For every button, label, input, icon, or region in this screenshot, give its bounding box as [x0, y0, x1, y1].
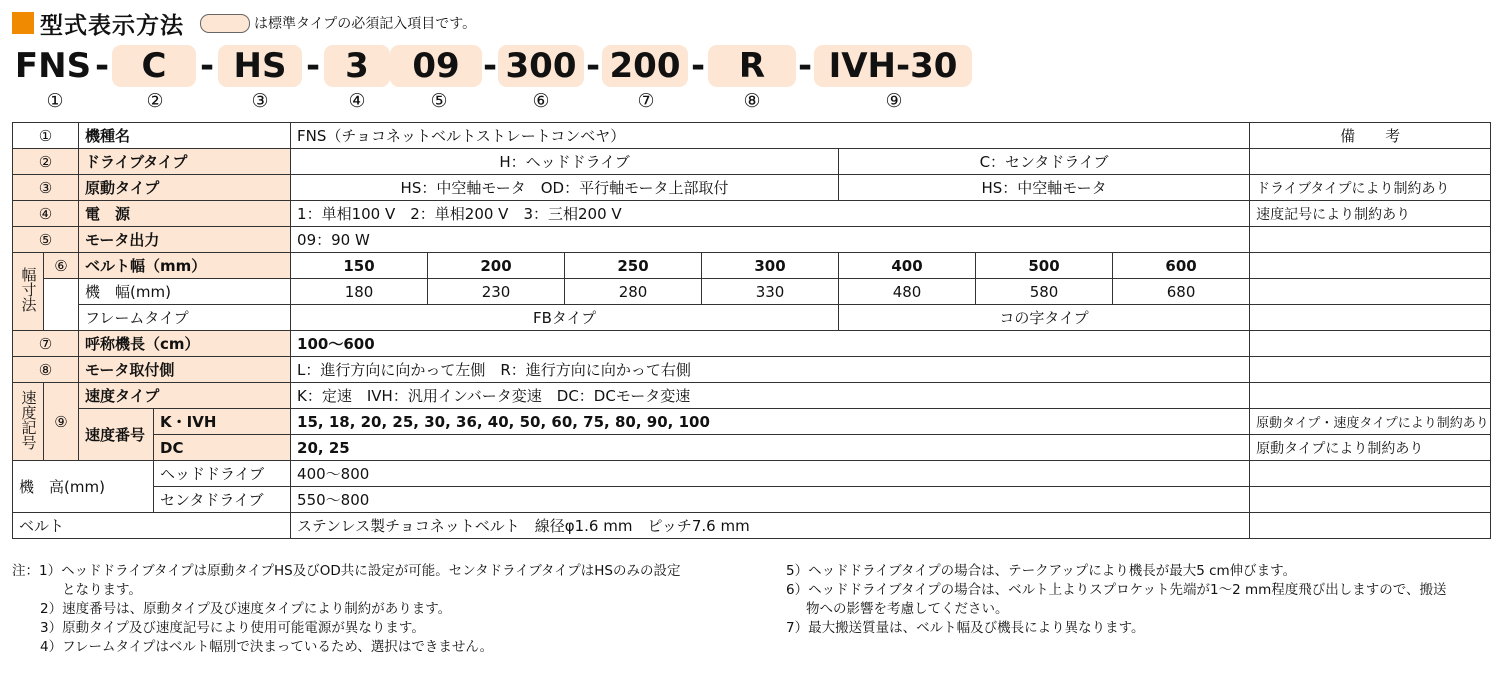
- machine-width-cell: 330: [702, 279, 839, 305]
- marker-spacer: [44, 279, 79, 331]
- speed-kivh-label: K・IVH: [154, 409, 291, 435]
- row-height-center: [13, 487, 1491, 513]
- speed-group-label: [13, 383, 44, 461]
- code-series: FNS: [14, 46, 92, 86]
- speed-kivh-value: 15, 18, 20, 25, 30, 36, 40, 50, 60, 75, 80, 90, 100: [291, 409, 1250, 435]
- remarks-header: 備 考: [1250, 123, 1491, 149]
- row-machine-width: [13, 279, 1491, 305]
- row-marker: ⑥: [44, 253, 79, 279]
- belt-label: ベルト: [13, 513, 291, 539]
- motor-head: HS：中空軸モータ OD：平行軸モータ上部取付: [291, 175, 839, 201]
- machine-label: 機種名: [79, 123, 291, 149]
- note-line: となります。: [62, 582, 142, 598]
- speed-dc-note: 原動タイプにより制約あり: [1250, 435, 1491, 461]
- power-label: 電 源: [79, 201, 291, 227]
- note-line: 3）原動タイプ及び速度記号により使用可能電源が異なります。: [40, 620, 425, 636]
- frame-channel: コの字タイプ: [839, 305, 1250, 331]
- height-center-note: [1250, 487, 1491, 513]
- output-label: モータ出力: [79, 227, 291, 253]
- height-center-value: 550～800: [291, 487, 1250, 513]
- machine-width-cell: 180: [291, 279, 428, 305]
- code-mount: R: [708, 45, 796, 87]
- code-separator: -: [482, 46, 498, 86]
- note-line: 4）フレームタイプはベルト幅別で決まっているため、選択はできません。: [40, 639, 494, 655]
- row-height-head: [13, 461, 1491, 487]
- height-center-label: センタドライブ: [154, 487, 291, 513]
- speed-number-label: 速度番号: [79, 409, 154, 461]
- title-row: [12, 8, 476, 38]
- belt-width-label: ベルト幅（mm）: [79, 253, 291, 279]
- code-separator: -: [199, 46, 215, 86]
- note-line: 6）ヘッドドライブタイプの場合は、ベルト上よりスプロケット先端が1～2 mm程度飛び出しますので、搬送: [786, 582, 1447, 598]
- belt-width-cell: 500: [976, 253, 1113, 279]
- row-marker: ⑤: [13, 227, 79, 253]
- drive-center: C：センタドライブ: [839, 149, 1250, 175]
- note-line: 物への影響を考慮してください。: [806, 601, 1009, 617]
- code-speed: IVH-30: [814, 45, 972, 87]
- motor-note: ドライブタイプにより制約あり: [1250, 175, 1491, 201]
- height-head-value: 400～800: [291, 461, 1250, 487]
- row-belt: [13, 513, 1491, 539]
- belt-width-cell: 300: [702, 253, 839, 279]
- row-speed-type: [13, 383, 1491, 409]
- marker-3: ③: [251, 90, 269, 112]
- length-note: [1250, 331, 1491, 357]
- mount-value: L：進行方向に向かって左側 R：進行方向に向かって右側: [291, 357, 1250, 383]
- row-drive: [13, 149, 1491, 175]
- code-power: 3: [324, 45, 390, 87]
- frame-note: [1250, 305, 1491, 331]
- row-mount: [13, 357, 1491, 383]
- row-machine: [13, 123, 1491, 149]
- code-separator: -: [797, 46, 813, 86]
- mount-label: モータ取付側: [79, 357, 291, 383]
- marker-8: ⑧: [743, 90, 761, 112]
- machine-width-cell: 280: [565, 279, 702, 305]
- frame-label: フレームタイプ: [79, 305, 291, 331]
- note-line: 5）ヘッドドライブタイプの場合は、テークアップにより機長が最大5 cm伸びます。: [786, 563, 1297, 579]
- row-marker: ⑦: [13, 331, 79, 357]
- row-length: [13, 331, 1491, 357]
- note-line: 7）最大搬送質量は、ベルト幅及び機長により異なります。: [786, 620, 1145, 636]
- dimension-group-label: [13, 253, 44, 331]
- marker-4: ④: [348, 90, 366, 112]
- belt-width-note: [1250, 253, 1491, 279]
- marker-5: ⑤: [430, 90, 448, 112]
- speed-dc-value: 20, 25: [291, 435, 1250, 461]
- code-motor: HS: [218, 45, 302, 87]
- title-square-icon: [12, 12, 34, 34]
- spec-table: [12, 122, 1491, 539]
- frame-fb: FBタイプ: [291, 305, 839, 331]
- row-motor: [13, 175, 1491, 201]
- code-length: 200: [602, 45, 688, 87]
- speed-type-label: 速度タイプ: [79, 383, 291, 409]
- belt-width-cell: 200: [428, 253, 565, 279]
- code-separator: -: [690, 46, 706, 86]
- code-separator: -: [94, 46, 110, 86]
- row-speed-dc: [13, 435, 1491, 461]
- machine-value: FNS（チョコネットベルトストレートコンベヤ）: [291, 123, 1250, 149]
- motor-center: HS：中空軸モータ: [839, 175, 1250, 201]
- power-note: 速度記号により制約あり: [1250, 201, 1491, 227]
- belt-width-cell: 250: [565, 253, 702, 279]
- row-marker: ③: [13, 175, 79, 201]
- drive-head: H：ヘッドドライブ: [291, 149, 839, 175]
- machine-width-label: 機 幅(mm): [79, 279, 291, 305]
- speed-group-text: 速度記号: [19, 389, 38, 450]
- drive-label: ドライブタイプ: [79, 149, 291, 175]
- row-belt-width: [13, 253, 1491, 279]
- row-marker: ①: [13, 123, 79, 149]
- output-value: 09：90 W: [291, 227, 1250, 253]
- belt-width-cell: 600: [1113, 253, 1250, 279]
- speed-type-value: K：定速 IVH：汎用インバータ変速 DC：DCモータ変速: [291, 383, 1250, 409]
- legend-text: は標準タイプの必須記入項目です。: [254, 16, 477, 32]
- machine-width-cell: 480: [839, 279, 976, 305]
- marker-7: ⑦: [637, 90, 655, 112]
- note-line: 2）速度番号は、原動タイプ及び速度タイプにより制約があります。: [40, 601, 452, 617]
- note-line: 注：1）ヘッドドライブタイプは原動タイプHS及びOD共に設定が可能。センタドライブタイプはHSのみの設定: [12, 563, 681, 579]
- dimension-group-text: 幅寸法: [19, 267, 38, 312]
- code-drive: C: [112, 45, 196, 87]
- marker-1: ①: [46, 90, 64, 112]
- machine-width-cell: 680: [1113, 279, 1250, 305]
- page-title: 型式表示方法: [40, 12, 184, 39]
- height-head-label: ヘッドドライブ: [154, 461, 291, 487]
- height-label: 機 高(mm): [13, 461, 154, 513]
- row-marker: ②: [13, 149, 79, 175]
- row-frame: [13, 305, 1491, 331]
- marker-6: ⑥: [532, 90, 550, 112]
- length-label: 呼称機長（cm）: [79, 331, 291, 357]
- belt-width-cell: 150: [291, 253, 428, 279]
- drive-note: [1250, 149, 1491, 175]
- code-output: 09: [390, 45, 482, 87]
- row-marker: ⑧: [13, 357, 79, 383]
- row-output: [13, 227, 1491, 253]
- code-separator: -: [305, 46, 321, 86]
- motor-label: 原動タイプ: [79, 175, 291, 201]
- mount-note: [1250, 357, 1491, 383]
- height-head-note: [1250, 461, 1491, 487]
- machine-width-cell: 580: [976, 279, 1113, 305]
- marker-2: ②: [146, 90, 164, 112]
- row-speed-kivh: [13, 409, 1491, 435]
- output-note: [1250, 227, 1491, 253]
- legend-swatch: [200, 14, 250, 33]
- speed-kivh-note: 原動タイプ・速度タイプにより制約あり: [1250, 409, 1491, 435]
- belt-value: ステンレス製チョコネットベルト 線径φ1.6 mm ピッチ7.6 mm: [291, 513, 1250, 539]
- machine-width-note: [1250, 279, 1491, 305]
- marker-9: ⑨: [885, 90, 903, 112]
- row-marker: ⑨: [44, 383, 79, 461]
- notes-left: [12, 562, 680, 657]
- row-power: [13, 201, 1491, 227]
- belt-width-cell: 400: [839, 253, 976, 279]
- speed-dc-label: DC: [154, 435, 291, 461]
- code-belt-width: 300: [498, 45, 584, 87]
- code-separator: -: [585, 46, 601, 86]
- speed-type-note: [1250, 383, 1491, 409]
- machine-width-cell: 230: [428, 279, 565, 305]
- row-marker: ④: [13, 201, 79, 227]
- length-value: 100～600: [291, 331, 1250, 357]
- notes-right: [786, 562, 1446, 638]
- belt-note: [1250, 513, 1491, 539]
- power-value: 1：単相100 V 2：単相200 V 3：三相200 V: [291, 201, 1250, 227]
